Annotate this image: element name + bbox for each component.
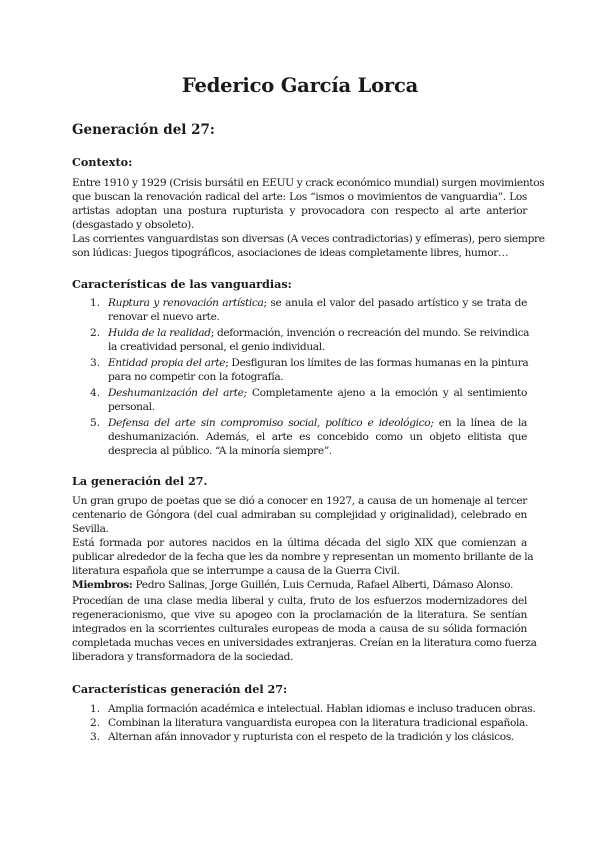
generacion-line: liberadora y transformadora de la sociedad. xyxy=(72,651,294,663)
caracteristicas27-heading: Características generación del 27: xyxy=(72,682,288,696)
list-text: ; se anula el valor del pasado artístico y se trata de xyxy=(263,297,527,309)
list-term: Entidad propia del arte xyxy=(108,357,226,369)
generacion-line: literatura española que se interrumpe a causa de la Guerra Civil. xyxy=(72,565,400,577)
list-item-cont: para no competir con la fotografía. xyxy=(108,371,284,383)
list-number: 3. xyxy=(90,357,101,369)
list-item: Alternan afán innovador y rupturista con el respeto de la tradición y los clásicos. xyxy=(108,731,514,743)
miembros-text: Pedro Salinas, Jorge Guillén, Luis Cernuda, Rafael Alberti, Dámaso Alonso. xyxy=(132,579,514,591)
contexto-line: (desgastado y obsoleto). xyxy=(72,219,194,231)
list-item xyxy=(108,296,527,310)
list-item xyxy=(108,326,530,340)
list-item: Combinan la literatura vanguardista europea con la literatura tradicional española. xyxy=(108,717,529,729)
list-number: 1. xyxy=(90,297,101,309)
contexto-line: que buscan la renovación radical del arte: Los “ismos o movimientos de vanguardia”. Los xyxy=(72,191,527,203)
miembros-line xyxy=(72,578,527,592)
list-term: Deshumanización del arte; xyxy=(108,387,247,399)
generacion-line: regeneracionismo, que vive su apogeo con la proclamación de la literatura. Se sentían xyxy=(72,609,527,621)
generacion-line: Un gran grupo de poetas que se dió a conocer en 1927, a causa de un homenaje al tercer xyxy=(72,495,527,507)
document-title: Federico García Lorca xyxy=(181,74,419,97)
list-item xyxy=(108,416,527,430)
generacion-line: Sevilla. xyxy=(72,523,109,535)
list-term: Defensa del arte sin compromiso social, político e ideológico; xyxy=(108,417,434,429)
section-title: Generación del 27: xyxy=(72,122,215,138)
contexto-line: artistas adoptan una postura rupturista y provocadora con respecto al arte anterior xyxy=(72,205,527,217)
list-item-cont: desprecia al público. “A la minoría siempre”. xyxy=(108,445,332,457)
list-term: Huida de la realidad xyxy=(108,327,211,339)
contexto-line: Entre 1910 y 1929 (Crisis bursátil en EEUU y crack económico mundial) surgen movimientos xyxy=(72,177,545,189)
list-item: Amplia formación académica e intelectual. Hablan idiomas e incluso traducen obras. xyxy=(108,703,536,715)
list-number: 2. xyxy=(90,717,101,729)
list-item-cont: deshumanización. Además, el arte es concebido como un objeto elitista que xyxy=(108,431,527,443)
list-term: Ruptura y renovación artística xyxy=(108,297,264,309)
list-item xyxy=(108,386,527,400)
list-item-cont: la creatividad personal, el genio individual. xyxy=(108,341,325,353)
list-item xyxy=(108,356,527,370)
list-item-cont: renovar el nuevo arte. xyxy=(108,311,220,323)
generacion-line: Procedían de una clase media liberal y culta, fruto de los esfuerzos modernizadores del xyxy=(72,595,527,607)
generacion-line: integrados en la scorrientes culturales europeas de moda a causa de su sólida formación xyxy=(72,623,527,635)
contexto-line: Las corrientes vanguardistas son diversas (A veces contradictorias) y efímeras), pero siempre xyxy=(72,233,545,245)
list-number: 4. xyxy=(90,387,101,399)
generacion-line: Está formada por autores nacidos en la última década del siglo XIX que comienzan a xyxy=(72,537,527,549)
list-text: Completamente ajeno a la emoción y al sentimiento xyxy=(246,387,527,399)
list-number: 3. xyxy=(90,731,101,743)
vanguardias-heading: Características de las vanguardias: xyxy=(72,277,292,291)
contexto-line: son lúdicas: Juegos tipográficos, asociaciones de ideas completamente libres, humor… xyxy=(72,247,509,259)
generacion-line: publicar alrededor de la fecha que les da nombre y representan un momento brillante de la xyxy=(72,551,534,563)
generacion-heading: La generación del 27. xyxy=(72,474,208,488)
contexto-heading: Contexto: xyxy=(72,155,133,169)
list-number: 5. xyxy=(90,417,101,429)
list-text: ; deformación, invención o recreación del mundo. Se reivindica xyxy=(210,327,530,339)
list-text: en la línea de la xyxy=(433,417,527,429)
list-number: 2. xyxy=(90,327,101,339)
generacion-line: completada muchas veces en universidades extranjeras. Creían en la literatura como fuerza xyxy=(72,637,537,649)
generacion-line: centenario de Góngora (del cual admiraban su complejidad y originalidad), celebrado en xyxy=(72,509,527,521)
list-number: 1. xyxy=(90,703,101,715)
list-item-cont: personal. xyxy=(108,401,155,413)
list-text: ; Desfiguran los límites de las formas humanas en la pintura xyxy=(225,357,529,369)
miembros-label: Miembros: xyxy=(72,579,133,591)
